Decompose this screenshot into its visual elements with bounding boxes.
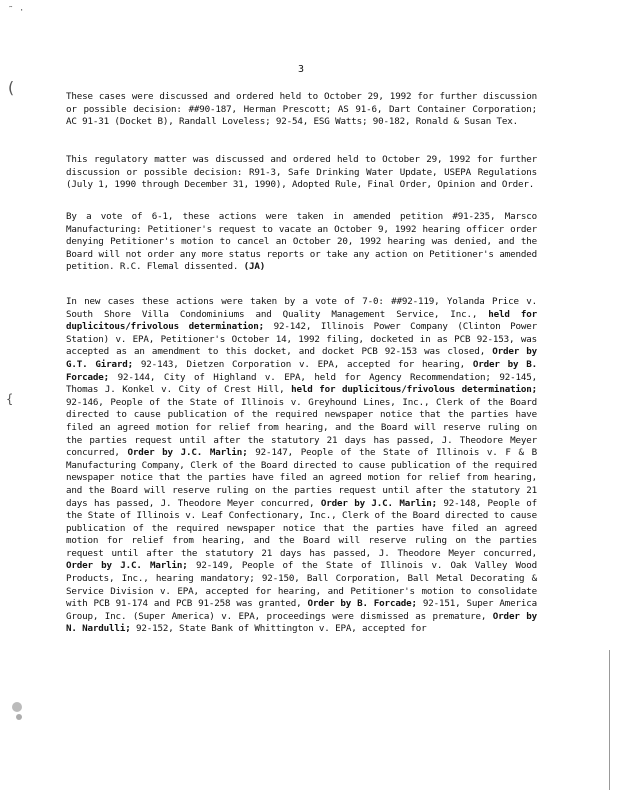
- bold-text-run: Order by G.T. Girard;: [66, 346, 537, 370]
- text-run: 92-146, People of the State of Illinois v. Greyhound Lines, Inc., Clerk of the Board directed to cause publication of the required newspaper notice that the parties have filed an agreed motion for relief from hearing, and the Board will reserve ruling on the parties request until after the statutory 21 days has passed, J. Theodore Meyer concurred,: [66, 396, 537, 459]
- bold-text-run: Order by J.C. Marlin;: [127, 447, 248, 459]
- text-run: 92-151, Super America Group, Inc. (Super America) v. EPA, proceedings were dismissed as premature,: [66, 598, 538, 622]
- bold-text-run: Order by N. Nardulli;: [66, 610, 537, 635]
- text-run: 92-142, Illinois Power Company (Clinton Power Station) v. EPA, Petitioner's October 14, 1992 filing, docketed in as PCB 92-153, was accepted as an amendment to this docket, and docket PCB 92-153 was closed,: [66, 321, 537, 358]
- scan-bracket-mark: {: [6, 392, 14, 406]
- bold-text-run: held for duplicitous/frivolous determination;: [291, 384, 537, 396]
- punch-hole-noise: [16, 714, 22, 720]
- bold-text-run: Order by J.C. Marlin;: [66, 560, 188, 572]
- bold-text-run: Order by B. Forcade;: [66, 358, 538, 383]
- bold-text-run: held for duplicitous/frivolous determination;: [66, 308, 537, 333]
- text-run: These cases were discussed and ordered held to October 29, 1992 for further discussion or possible decision: ##90-187, Herman Prescott; AS 91-6, Dart Container Corporation; AC 91-31 (Docket B), Randall Loveless; 92-54, ESG Watts; 90-182, Ronald & Susan Tex.: [66, 91, 537, 128]
- bold-text-run: Order by B. Forcade;: [307, 598, 417, 610]
- text-run: This regulatory matter was discussed and ordered held to October 29, 1992 for further discussion or possible decision: R91-3, Safe Drinking Water Update, USEPA Regulations (July 1, 1990 through December 31, 1990), Adopted Rule, Final Order, Opinion and Order.: [66, 154, 537, 191]
- page-number: 3: [298, 64, 305, 75]
- text-run: 92-143, Dietzen Corporation v. EPA, accepted for hearing,: [133, 358, 473, 370]
- scan-bracket-mark: (: [6, 78, 16, 97]
- text-run: 92-149, People of the State of Illinois v. Oak Valley Wood Products, Inc., hearing mandatory; 92-150, Ball Corporation, Ball Metal Decorating & Service Division v. EPA, accepted for hearing, and Petitioner's motion to consolidate with PCB 91-174 and PCB 91-258 was granted,: [66, 560, 537, 610]
- paragraph-amended-petition: [66, 211, 537, 274]
- text-run: 92-144, City of Highland v. EPA, held for Agency Recommendation; 92-145, Thomas J. Konkel v. City of Crest Hill,: [66, 371, 537, 396]
- paragraph-new-cases: [66, 296, 537, 636]
- text-run: In new cases these actions were taken by a vote of 7-0: ##92-119, Yolanda Price v. South Shore Villa Condominiums and Quality Management Service, Inc.,: [66, 296, 537, 320]
- bold-text-run: Order by J.C. Marlin;: [320, 497, 437, 509]
- text-run: 92-147, People of the State of Illinois v. F & B Manufacturing Company, Clerk of the Board directed to cause publication of the required newspaper notice that the parties have filed an agreed motion for relief from hearing, and the Board will reserve ruling on the parties request until after the statutory 21 days has passed, J. Theodore Meyer concurred,: [66, 447, 537, 509]
- paragraph-regulatory-matter: [66, 154, 537, 192]
- paragraph-held-cases: [66, 91, 537, 129]
- scan-edge-line: [609, 650, 610, 790]
- punch-hole-noise: [12, 702, 22, 712]
- bold-text-run: (JA): [243, 261, 266, 273]
- text-run: By a vote of 6-1, these actions were taken in amended petition #91-235, Marsco Manufacturing: Petitioner's request to vacate an October 9, 1992 hearing officer order denying Petitioner's motion to cancel an October 20, 1992 hearing was denied, and the Board will not order any more status reports or take any action on Petitioner's amended petition. R.C. Flemal dissented.: [66, 211, 537, 273]
- text-run: 92-152, State Bank of Whittington v. EPA, accepted for: [130, 623, 427, 635]
- text-run: 92-148, People of the State of Illinois v. Leaf Confectionary, Inc., Clerk of the Board directed to cause publication of the required newspaper notice that the parties have filed an agreed motion for relief from hearing, and the Board will reserve ruling on the parties request until after the statutory 21 days has passed, J. Theodore Meyer concurred,: [66, 497, 537, 559]
- scan-speck-mark: ˜ ·: [8, 6, 25, 16]
